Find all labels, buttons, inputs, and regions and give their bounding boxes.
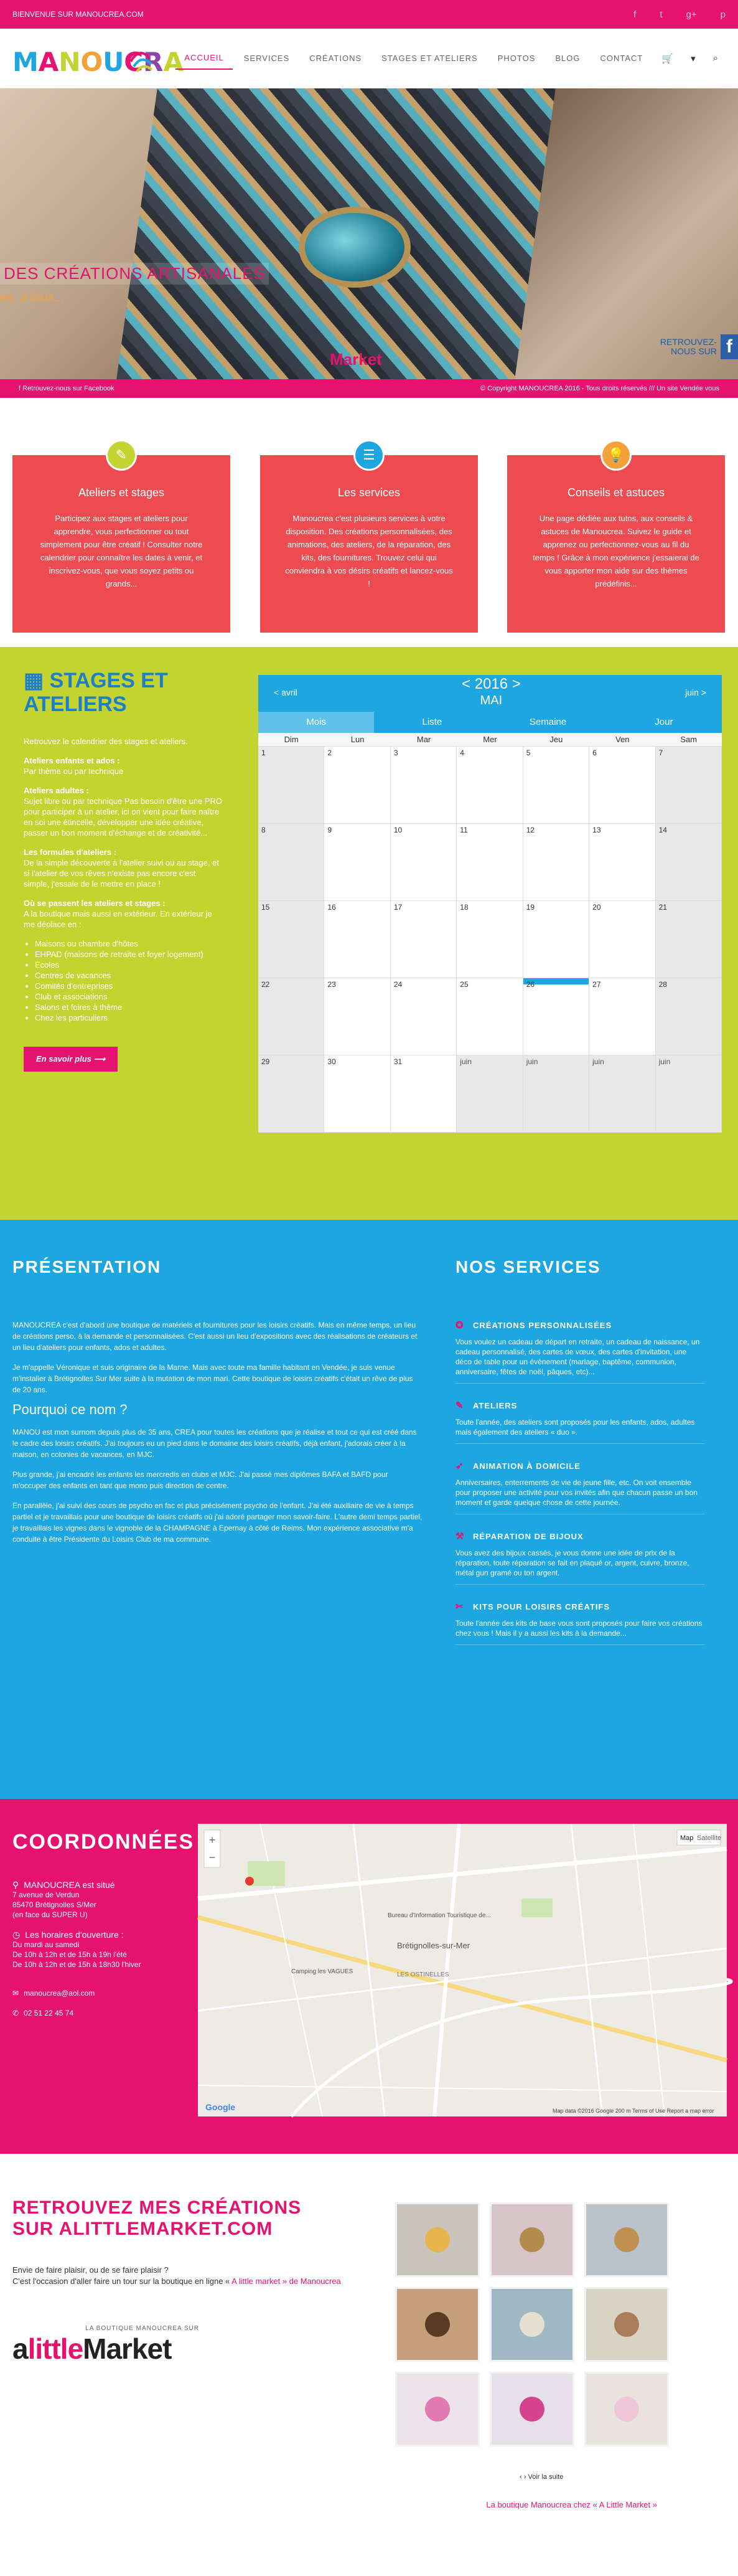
day-number: 26: [526, 980, 535, 989]
calendar-day[interactable]: [589, 824, 655, 901]
service-title: RÉPARATION DE BIJOUX: [473, 1531, 584, 1541]
mail-icon: ✉: [12, 1989, 19, 1998]
calendar-day[interactable]: [589, 747, 655, 824]
address-line: 7 avenue de Verdun: [12, 1890, 80, 1899]
calendar-day[interactable]: [457, 1055, 523, 1133]
search-icon[interactable]: ⌕: [712, 53, 718, 64]
day-number: 31: [393, 1057, 403, 1066]
why-name-heading: Pourquoi ce nom ?: [12, 1402, 128, 1417]
hero-market-text: Market: [330, 350, 382, 369]
day-number: 4: [460, 748, 464, 757]
svg-text:MANOUCRA: MANOUCRA: [12, 46, 184, 77]
presentation-title: PRÉSENTATION: [12, 1257, 162, 1276]
day-number: juin: [658, 1057, 671, 1066]
svg-text:Map data ©2016 Google 200 m: Map data ©2016 Google 200 m Terms of Use Report a map error: [553, 2108, 714, 2114]
feature-card-conseils[interactable]: [507, 447, 725, 633]
calendar-day[interactable]: [523, 824, 589, 901]
hours-title: Les horaires d'ouverture :: [25, 1930, 124, 1940]
day-number: juin: [592, 1057, 604, 1066]
svg-text:Google: Google: [205, 2102, 236, 2112]
calendar-day[interactable]: [258, 901, 324, 978]
market-p1: Envie de faire plaisir, ou de se faire plaisir ?: [12, 2265, 169, 2275]
logo-wordmark: alittleMarket: [12, 2333, 172, 2365]
list-item: • Club et associations: [35, 991, 223, 1002]
phone-line[interactable]: ✆ 02 51 22 45 74: [12, 2009, 74, 2017]
list-item: • Centres de vacances: [35, 970, 223, 981]
list-item: • Écoles: [35, 960, 223, 970]
site-logo[interactable]: [12, 37, 184, 80]
hero-title: DES CRÉATIONS ARTISANALES: [0, 263, 269, 285]
nav-photos[interactable]: PHOTOS: [497, 54, 536, 63]
location-icon: ⚲: [12, 1880, 19, 1890]
calendar-grid: [258, 747, 722, 1133]
calendar-widget: [258, 675, 722, 1133]
day-number: 13: [592, 826, 601, 834]
day-number: juin: [460, 1057, 472, 1066]
address-block: [12, 1880, 187, 1920]
day-number: 9: [327, 826, 332, 834]
star-icon: ✪: [455, 1320, 464, 1331]
stages-block-adultes: Ateliers adultes : Sujet libre ou par technique Pas besoin d'être une PRO pour participer à un atelier, ici on vient pour faire naître en soi une étincelle, développer une idée créative, passer un bon moment d'échange et de créativité...: [24, 786, 223, 837]
presentation-text: [12, 1319, 423, 1554]
calendar-day[interactable]: [589, 978, 655, 1055]
day-number: 25: [460, 980, 469, 989]
facebook-icon[interactable]: f: [633, 9, 637, 20]
market-text: [12, 2265, 361, 2287]
calendar-day[interactable]: [457, 901, 523, 978]
presentation-section: [0, 1220, 738, 1799]
rocket-icon: ➶: [455, 1461, 464, 1471]
social-links: [633, 9, 726, 20]
weekday: Ven: [615, 735, 630, 744]
coordinates-info: [12, 1880, 187, 2028]
gallery-thumb[interactable]: [490, 2372, 574, 2446]
paint-icon: ✎: [455, 1400, 464, 1411]
nav-stages[interactable]: STAGES ET ATELIERS: [381, 54, 478, 63]
day-number: 18: [460, 903, 469, 912]
calendar-day[interactable]: [324, 901, 390, 978]
calendar-day[interactable]: [258, 978, 324, 1055]
presentation-p4: Plus grande, j'ai encadré les enfants les mercredis en clubs et MJC. J'ai passé mes diplômes BAFA et BAFD pour m'occuper des enfants en tant que mono puis direction de centre.: [12, 1470, 388, 1490]
calendar-day[interactable]: [391, 901, 457, 978]
chevron-right-icon: ›: [523, 2473, 526, 2481]
presentation-p3: MANOU est mon surnom depuis plus de 35 ans, CREA pour toutes les créations que je réalise et tout ce qui est créé dans le cadre des loisirs créatifs. J'ai toujours eu un pied dans le domaine des loisirs créatifs, déjà enfant, j'adorais créer à la maison, en colonies de vacances, en MJC.: [12, 1428, 417, 1459]
weekday: Sam: [680, 735, 698, 744]
service-text: Vous avez des bijoux cassés, je vous donne une idée de prix de la réparation, toute réparation se fait en plaqué or, argent, cuivre, bronze, métal gun gramé ou ton argent.: [455, 1548, 704, 1585]
logo-caption: LA BOUTIQUE MANOUCREA SUR: [85, 2325, 199, 2332]
facebook-link[interactable]: [19, 385, 114, 392]
hours-line: De 10h à 12h et de 15h à 18h30 l'hiver: [12, 1960, 141, 1969]
arrow-right-icon: ⟶: [93, 1054, 106, 1064]
service-text: Toute l'année des kits de base vous sont proposés pour faire vos créations chez vous ! Mais il y a aussi les kits à la demande...: [455, 1618, 704, 1645]
svg-text:−: −: [208, 1851, 216, 1864]
market-footer-link[interactable]: La boutique Manoucrea chez « A Little Market »: [486, 2500, 657, 2509]
svg-text:Bureau d'Information Touristiq: Bureau d'Information Touristique de...: [388, 1912, 491, 1919]
stages-info: [24, 669, 223, 1072]
svg-text:LES OSTINELLES: LES OSTINELLES: [397, 1971, 449, 1978]
calendar-prev-month[interactable]: < avril: [274, 687, 297, 697]
calendar-day[interactable]: [523, 747, 589, 824]
calendar-day[interactable]: [258, 747, 324, 824]
wrench-icon: ⚒: [455, 1531, 465, 1542]
tab-mois[interactable]: Mois: [258, 712, 374, 733]
gallery-thumb[interactable]: [490, 2287, 574, 2362]
calendar-day[interactable]: [457, 824, 523, 901]
presentation-p1: MANOUCREA c'est d'abord une boutique de matériels et fournitures pour les loisirs créatifs. Mais en même temps, un lieu de créations perso, à la demande et personnalisées. C'est aussi un lieu d'expositions avec des réalisations de créateurs et un lieu d'ateliers pour enfants, ados et adultes.: [12, 1321, 418, 1352]
svg-text:Camping les VAGUES: Camping les VAGUES: [291, 1968, 353, 1975]
scissors-icon: ✂: [455, 1602, 464, 1612]
weekday: Dim: [284, 735, 299, 744]
alittlemarket-logo[interactable]: [12, 2325, 212, 2366]
list-item: • Comités d'entreprises: [35, 981, 223, 991]
twitter-icon[interactable]: t: [660, 9, 663, 20]
feature-text: Manoucrea c'est plusieurs services à votre disposition. Des créations personnalisées, des animations, des ateliers, de la réparation, des kits, des fournitures. Trouvez celui qui conviendra à vos désirs créatifs et lancez-vous !: [285, 514, 453, 588]
nav-contact[interactable]: CONTACT: [600, 54, 643, 63]
calendar-day[interactable]: [523, 1055, 589, 1133]
google-plus-icon[interactable]: g+: [686, 9, 697, 20]
day-number: 12: [526, 826, 535, 834]
weekday: Mar: [416, 735, 431, 744]
weekday: Jeu: [549, 735, 563, 744]
weekday: Lun: [350, 735, 365, 744]
feature-text: Une page dédiée aux tutos, aux conseils & astuces de Manoucrea. Suivez le guide et apprenez ou perfectionnez-vous au fil du temps ! Grâce à mon expérience j'essaierai de vous apporter mon aide sur des thèmes prédéfinis...: [533, 514, 699, 588]
svg-text:Map: Map: [680, 1834, 694, 1842]
market-p2: C'est l'occasion d'aller faire un tour sur la boutique en ligne « A little market » de Manoucrea: [12, 2276, 341, 2286]
nav-creations[interactable]: CRÉATIONS: [309, 54, 362, 63]
market-title: RETROUVEZ MES CRÉATIONS SUR ALITTLEMARKET.COM: [12, 2197, 302, 2239]
feature-title: Conseils et astuces: [567, 486, 665, 499]
calendar-day[interactable]: [656, 901, 722, 978]
service-title: CRÉATIONS PERSONNALISÉES: [473, 1320, 612, 1330]
facebook-icon: f: [19, 385, 23, 392]
service-text: Vous voulez un cadeau de départ en retraite, un cadeau de naissance, un cadeau personnalisé, des cartes de vœux, des cartes d'invitation, une déco de table pour un évènement (mariage, baptême, communion, anniversaire, fêtes de noël, pâques, etc)...: [455, 1337, 704, 1384]
hours-line: De 10h à 12h et de 15h à 19h l'été: [12, 1950, 127, 1959]
market-link[interactable]: A little market: [231, 2276, 281, 2286]
gallery-thumb[interactable]: [584, 2202, 669, 2277]
facebook-icon: f: [721, 334, 738, 359]
service-title: ATELIERS: [473, 1400, 518, 1410]
facebook-link-text: Retrouvez-nous sur Facebook: [22, 385, 114, 392]
service-item[interactable]: [455, 1400, 704, 1444]
nav-blog[interactable]: BLOG: [555, 54, 581, 63]
day-number: 6: [592, 748, 597, 757]
calendar-day[interactable]: [391, 824, 457, 901]
brush-icon: ✎: [106, 440, 137, 471]
calendar-day[interactable]: [589, 1055, 655, 1133]
calendar-title: [462, 676, 521, 709]
services-title: NOS SERVICES: [455, 1257, 601, 1276]
feature-title: Ateliers et stages: [78, 486, 165, 499]
main-nav: [175, 47, 726, 70]
hero-banner: [0, 88, 738, 379]
stages-block-enfants: Ateliers enfants et ados : Par thème ou par technique: [24, 756, 124, 776]
day-number: 28: [658, 980, 667, 989]
calendar-day[interactable]: [324, 747, 390, 824]
stages-title: ▦ STAGES ET ATELIERS: [24, 669, 168, 716]
list-item: • Salons et foires à thème: [35, 1002, 223, 1012]
hero-fb-text: RETROUVEZ-NOUS SUR: [660, 336, 717, 356]
coordinates-title: COORDONNÉES: [12, 1830, 195, 1854]
calendar-day[interactable]: [523, 978, 589, 1055]
services-list: [455, 1319, 704, 1661]
calendar-next-month[interactable]: juin >: [685, 687, 706, 697]
calendar-day[interactable]: [656, 747, 722, 824]
svg-text:Satellite: Satellite: [697, 1834, 722, 1842]
day-number: 30: [327, 1057, 336, 1066]
day-number: 23: [327, 980, 336, 989]
calendar-day[interactable]: [523, 901, 589, 978]
calendar-weekdays: [258, 733, 722, 747]
features-section: [0, 398, 738, 647]
logo-graphic: [12, 37, 184, 80]
day-number: 16: [327, 903, 336, 912]
stages-block-formules: Les formules d'ateliers : De la simple découverte à l'atelier suivi ou au stage, et si l'atelier de vos rêves n'existe pas encore c'est simple, j'essaie de le mettre en place !: [24, 847, 219, 889]
day-number: 1: [261, 748, 266, 757]
presentation-p2: Je m'appelle Véronique et suis originaire de la Marne. Mais avec toute ma famille habitant en Vendée, je suis venue m'installer à Brétignolles Sur Mer suite à la mutation de mon mari. Cette boutique de loisirs créatifs c'était un rêve de plus de 20 ans.: [12, 1363, 413, 1394]
service-text: Toute l'année, des ateliers sont proposés pour les enfants, ados, adultes mais également des ateliers « duo ».: [455, 1417, 704, 1444]
day-number: 27: [592, 980, 601, 989]
calendar-day[interactable]: [457, 747, 523, 824]
service-item[interactable]: [455, 1460, 704, 1514]
calendar-day[interactable]: [656, 1055, 722, 1133]
day-number: 2: [327, 748, 332, 757]
feature-text: Participez aux stages et ateliers pour apprendre, vous perfectionner ou tout simplement pour être créatif ! Consulter notre calendrier pour connaître les dates à venir, et inscrivez-vous, que vous soyez petits ou grands...: [40, 514, 203, 588]
hours-block: [12, 1930, 187, 1970]
map-graphic: [198, 1824, 727, 2116]
day-number: 29: [261, 1057, 270, 1066]
service-title: ANIMATION À DOMICILE: [473, 1461, 581, 1471]
gallery-thumb[interactable]: [395, 2202, 480, 2277]
day-number: 10: [393, 826, 403, 834]
nav-services[interactable]: SERVICES: [243, 54, 290, 63]
service-text: Anniversaires, enterrements de vie de jeune fille, etc. On voit ensemble pour proposer une activité pour vos invités afin que chacun passe un bon moment et garde quelque chose de cette journée.: [455, 1478, 704, 1514]
hours-line: Du mardi au samedi: [12, 1940, 80, 1949]
service-title: KITS POUR LOISIRS CRÉATIFS: [473, 1602, 610, 1611]
email-line[interactable]: ✉ manoucrea@aol.com: [12, 1989, 95, 1998]
address-line: (en face du SUPER U): [12, 1910, 88, 1919]
weekday: Mer: [483, 735, 497, 744]
chevron-down-icon[interactable]: ▾: [691, 53, 696, 64]
stages-section: [0, 647, 738, 1220]
info-strip: [0, 379, 738, 398]
calendar-day[interactable]: [391, 747, 457, 824]
market-section: [0, 2154, 738, 2509]
service-item[interactable]: [455, 1601, 704, 1645]
calendar-day[interactable]: [589, 901, 655, 978]
day-number: 22: [261, 980, 270, 989]
day-number: 14: [658, 826, 667, 834]
places-list: [35, 938, 223, 1023]
welcome-text: BIENVENUE SUR MANOUCREA.COM: [12, 10, 144, 19]
day-number: 7: [658, 748, 663, 757]
feature-card-services[interactable]: [260, 447, 478, 633]
phone-icon: ✆: [12, 2009, 19, 2017]
hero-subtitle: es, à tous...: [0, 291, 65, 304]
lightbulb-icon: 💡: [600, 440, 632, 471]
calendar-year[interactable]: < 2016 >: [462, 675, 521, 692]
calendar-day[interactable]: [324, 1055, 390, 1133]
chevron-left-icon: ‹: [520, 2473, 522, 2481]
calendar-day[interactable]: [324, 824, 390, 901]
svg-text:Brétignolles-sur-Mer: Brétignolles-sur-Mer: [397, 1941, 470, 1950]
list-item: • Chez les particuliers: [35, 1012, 223, 1023]
google-map[interactable]: [198, 1824, 727, 2116]
gallery-thumb[interactable]: [395, 2372, 480, 2446]
tab-semaine[interactable]: Semaine: [530, 717, 567, 727]
address-line: 85470 Brétignolles S/Mer: [12, 1900, 96, 1909]
gallery-thumb[interactable]: [584, 2372, 669, 2446]
day-number: juin: [526, 1057, 538, 1066]
gallery-thumb[interactable]: [395, 2287, 480, 2362]
shop-label: MANOUCREA est situé: [24, 1880, 115, 1890]
list-icon: ☰: [353, 440, 385, 471]
calendar-day[interactable]: [656, 824, 722, 901]
stages-intro: Retrouvez le calendrier des stages et ateliers.: [24, 737, 188, 746]
top-bar: [0, 0, 738, 29]
day-number: 3: [393, 748, 398, 757]
nav-accueil[interactable]: ACCUEIL: [175, 47, 232, 70]
service-item[interactable]: [455, 1319, 704, 1384]
day-number: 8: [261, 826, 266, 834]
gallery-more-link[interactable]: ‹ › Voir la suite: [520, 2473, 564, 2481]
day-number: 15: [261, 903, 270, 912]
stages-block-lieux: Où se passent les ateliers et stages : A la boutique mais aussi en extérieur. En extérieur je me déplace en :: [24, 899, 212, 929]
day-number: 5: [526, 748, 531, 757]
list-item: • Maisons ou chambre d'hôtes: [35, 938, 223, 949]
hero-facebook-link[interactable]: [645, 319, 738, 375]
stages-more-button[interactable]: En savoir plus ⟶: [24, 1047, 118, 1072]
gallery-thumb[interactable]: [490, 2202, 574, 2277]
list-item: • EHPAD (maisons de retraite et foyer logement): [35, 949, 223, 960]
clock-icon: ◷: [12, 1930, 21, 1940]
pinterest-icon[interactable]: p: [720, 9, 726, 20]
day-number: 17: [393, 903, 403, 912]
creations-gallery: [395, 2202, 669, 2446]
day-number: 19: [526, 903, 535, 912]
calendar-day[interactable]: [324, 978, 390, 1055]
feature-title: Les services: [337, 486, 401, 499]
calendar-day[interactable]: [457, 978, 523, 1055]
cart-icon[interactable]: 🛒: [661, 53, 674, 64]
calendar-icon: ▦: [24, 669, 50, 692]
calendar-month: MAI: [480, 693, 503, 707]
day-number: 11: [460, 826, 468, 834]
tab-liste[interactable]: Liste: [422, 717, 442, 727]
calendar-view-tabs: [258, 709, 722, 733]
day-number: 24: [393, 980, 403, 989]
calendar-header: [258, 675, 722, 709]
hero-stone: [299, 207, 411, 288]
feature-card-ateliers[interactable]: [12, 447, 230, 633]
day-number: 21: [658, 903, 667, 912]
calendar-day[interactable]: [258, 1055, 324, 1133]
copyright-text: © Copyright MANOUCREA 2016 - Tous droits réservés /// Un site Vendée vous: [480, 385, 719, 392]
tab-jour[interactable]: Jour: [655, 717, 673, 727]
gallery-thumb[interactable]: [584, 2287, 669, 2362]
coordinates-section: [0, 1799, 738, 2154]
calendar-day[interactable]: [391, 1055, 457, 1133]
calendar-day[interactable]: [391, 978, 457, 1055]
site-header: [0, 29, 738, 88]
svg-text:+: +: [208, 1834, 216, 1846]
service-item[interactable]: [455, 1531, 704, 1585]
day-number: 20: [592, 903, 601, 912]
presentation-p5: En parallèle, j'ai suivi des cours de psycho en fac et plus précisément psycho de l'enfant. J'ai été auxiliaire de vie à temps partiel et je travaillais pour une boutique de loisirs créatifs où j'ai adoré partager mon savoir-faire. L'autre demi temps partiel, je travaillais les vignes dans le vignoble de la CHAMPAGNE à Epernay à côté de Reims. Mon expérience associative m'a conduite à être Présidente du Loisirs Club de ma commune.: [12, 1501, 423, 1544]
calendar-day[interactable]: [656, 978, 722, 1055]
calendar-day[interactable]: [258, 824, 324, 901]
